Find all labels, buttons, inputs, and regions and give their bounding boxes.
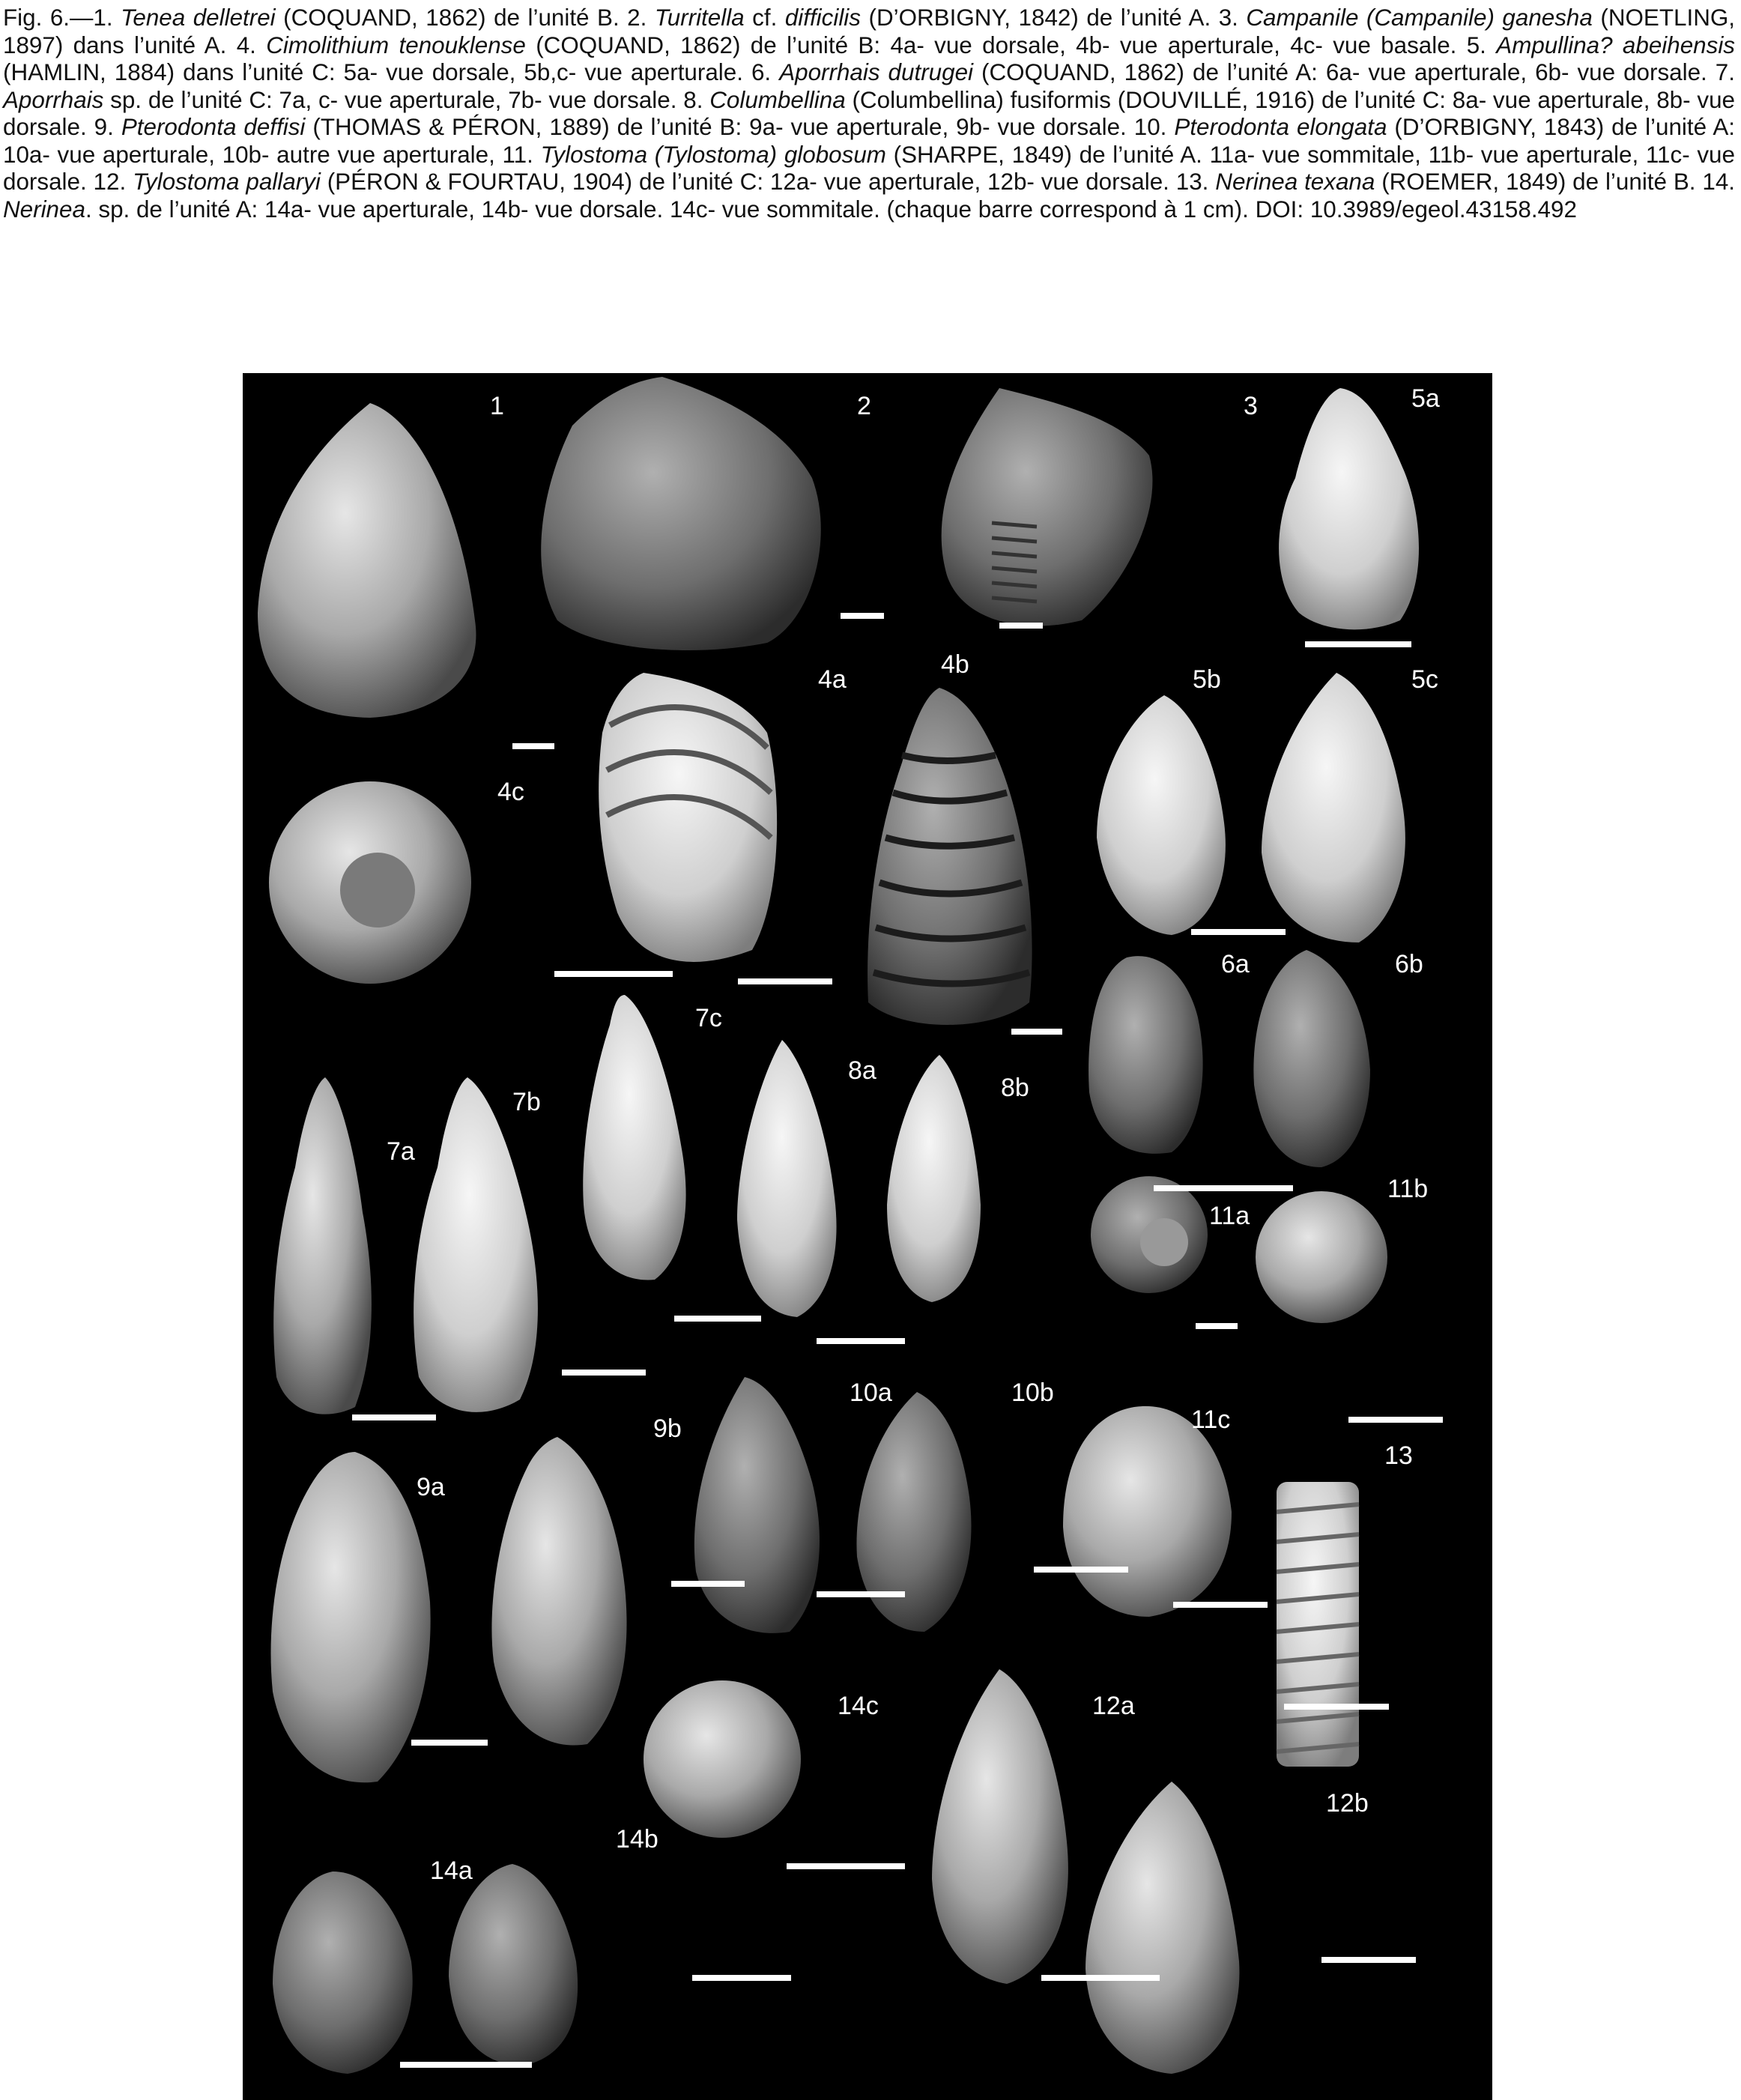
specimen-7b	[414, 1077, 538, 1412]
scale-bar-14b	[692, 1975, 791, 1981]
scale-bar-5b	[1191, 929, 1286, 935]
caption-run: (HAMLIN, 1884) dans l’unité C: 5a- vue dorsale, 5b,c- vue aperturale. 6.	[3, 59, 780, 85]
scale-bar-4c	[554, 971, 673, 977]
scale-bar-12b	[1321, 1957, 1416, 1963]
label-6b: 6b	[1395, 950, 1423, 978]
specimen-6a	[1088, 956, 1203, 1154]
caption-run: (ROEMER, 1849) de l’unité B. 14.	[1375, 169, 1736, 195]
caption-taxon-name: Columbellina	[709, 86, 846, 113]
caption-taxon-name: Turritella	[654, 4, 745, 31]
specimen-8a	[737, 1040, 837, 1317]
label-9a: 9a	[417, 1473, 445, 1501]
caption-taxon-name: Ampullina? abeihensis	[1496, 31, 1735, 58]
scale-bar-5a	[1305, 641, 1411, 647]
caption-run: . sp. de l’unité A: 14a- vue aperturale, 14b- vue dorsale. 14c- vue sommitale. (chaque barre correspond à 1 cm). DOI: 10.3989/egeol.43158.492	[85, 196, 1577, 223]
scale-bar-10a	[817, 1591, 905, 1597]
specimen-14b	[449, 1864, 578, 2066]
scale-bar-4a	[738, 978, 832, 984]
fossil-plate-image	[243, 373, 1492, 2100]
scale-bar-14a	[400, 2062, 532, 2068]
label-2: 2	[857, 392, 871, 420]
scale-bar-12a	[1041, 1975, 1160, 1981]
specimen-3	[942, 388, 1153, 626]
caption-taxon-name: Aporrhais	[3, 86, 104, 113]
scale-bar-6a	[1154, 1185, 1293, 1191]
caption-run: (D’ORBIGNY, 1842) de l’unité A. 3.	[860, 4, 1247, 31]
scale-bar-11a	[1196, 1323, 1238, 1329]
specimen-8b	[887, 1055, 981, 1302]
scale-bar-2	[841, 613, 884, 619]
specimen-10a	[694, 1377, 820, 1633]
scale-bar-8a	[817, 1338, 905, 1344]
specimen-14a	[273, 1871, 413, 2074]
caption-taxon-name: Nerinea	[3, 196, 85, 223]
label-14c: 14c	[838, 1692, 879, 1720]
caption-run: (COQUAND, 1862) de l’unité B. 2.	[275, 4, 655, 31]
label-5b: 5b	[1193, 665, 1221, 694]
caption-taxon-name: Aporrhais dutrugei	[779, 59, 973, 85]
caption-run: (PÉRON & FOURTAU, 1904) de l’unité C: 12a- vue aperturale, 12b- vue dorsale. 13.	[320, 169, 1216, 195]
label-4a: 4a	[818, 665, 847, 694]
label-10a: 10a	[850, 1379, 892, 1407]
label-11a: 11a	[1209, 1202, 1250, 1230]
label-4b: 4b	[941, 650, 969, 679]
caption-taxon-name: Tylostoma pallaryi	[133, 169, 321, 195]
specimen-5a	[1279, 388, 1419, 629]
caption-run: (D’ORBIGNY, 1843) de l’unité A: 10a- vue aperturale, 10b- autre vue aperturale, 11.	[3, 114, 1735, 168]
specimen-9a	[271, 1452, 431, 1782]
scale-bar-4b	[1011, 1029, 1062, 1035]
caption-run: (SHARPE, 1849) de l’unité A. 11a- vue sommitale, 11b- vue aperturale, 11c- vue dorsale. 12.	[3, 141, 1735, 195]
specimen-6b	[1253, 950, 1370, 1167]
caption-run: (NOETLING, 1897) dans l’unité A. 4.	[3, 4, 1736, 58]
specimen-5c	[1262, 673, 1405, 942]
label-14a: 14a	[430, 1857, 473, 1885]
specimen-11b	[1256, 1191, 1387, 1323]
specimen-14c	[644, 1680, 801, 1838]
caption-taxon-name: Campanile (Campanile) ganesha	[1246, 4, 1593, 31]
label-3: 3	[1244, 392, 1258, 420]
specimen-9b	[491, 1437, 626, 1746]
caption-taxon-name: Cimolithium tenouklense	[266, 31, 526, 58]
label-5a: 5a	[1411, 384, 1440, 413]
scale-bar-1	[512, 743, 554, 749]
label-7c: 7c	[695, 1004, 722, 1032]
specimen-1	[258, 403, 476, 718]
scale-bar-10b	[1034, 1567, 1128, 1573]
caption-run: (THOMAS & PÉRON, 1889) de l’unité B: 9a- vue aperturale, 9b- vue dorsale. 10.	[305, 114, 1175, 140]
label-5c: 5c	[1411, 665, 1438, 694]
caption-run: (COQUAND, 1862) de l’unité B: 4a- vue dorsale, 4b- vue aperturale, 4c- vue basale. 5.	[525, 31, 1497, 58]
label-11b: 11b	[1387, 1175, 1429, 1203]
caption-run: cf.	[744, 4, 785, 31]
label-13: 13	[1384, 1441, 1413, 1470]
caption-run: (Columbellina) fusiformis (DOUVILLÉ, 1916) de l’unité C: 8a- vue aperturale, 8b- vue dorsale. 9.	[3, 86, 1735, 140]
label-10b: 10b	[1011, 1379, 1054, 1407]
scale-bar-13	[1284, 1704, 1389, 1710]
specimen-5b	[1097, 695, 1226, 935]
caption-taxon-name: Nerinea texana	[1215, 169, 1375, 195]
label-9b: 9b	[653, 1414, 682, 1443]
scale-bar-14c	[787, 1863, 905, 1869]
caption-taxon-name: Tylostoma (Tylostoma) globosum	[540, 141, 886, 168]
scale-bar-11b	[1348, 1417, 1443, 1423]
scale-bar-9a	[411, 1740, 488, 1746]
caption-taxon-name: Tenea delletrei	[121, 4, 276, 31]
specimen-11c	[1063, 1406, 1232, 1617]
label-1: 1	[490, 392, 504, 420]
label-8b: 8b	[1001, 1074, 1029, 1102]
figure-caption	[3, 4, 1735, 223]
scale-bar-3	[999, 623, 1043, 629]
caption-run: sp. de l’unité C: 7a, c- vue aperturale, 7b- vue dorsale. 8.	[103, 86, 710, 113]
label-12b: 12b	[1326, 1789, 1369, 1818]
fossil-plate	[243, 373, 1492, 2100]
scale-bar-11c	[1173, 1602, 1268, 1608]
caption-lead: Fig. 6.—1.	[3, 4, 121, 31]
label-11c: 11c	[1191, 1405, 1231, 1434]
label-14b: 14b	[616, 1825, 658, 1854]
specimen-12a	[932, 1669, 1068, 1984]
label-4c: 4c	[497, 778, 524, 806]
label-12a: 12a	[1092, 1692, 1135, 1720]
specimen-4c-umbilicus	[340, 853, 415, 928]
scale-bar-7b	[562, 1370, 646, 1376]
scale-bar-7c	[674, 1316, 761, 1322]
specimen-7a	[273, 1077, 372, 1414]
caption-text	[3, 4, 1735, 223]
label-6a: 6a	[1221, 950, 1250, 978]
caption-taxon-name: Pterodonta deffisi	[121, 114, 306, 140]
label-8a: 8a	[848, 1056, 876, 1085]
specimen-12b	[1086, 1782, 1239, 2074]
scale-bar-9b	[671, 1581, 745, 1587]
caption-run: (COQUAND, 1862) de l’unité A: 6a- vue aperturale, 6b- vue dorsale. 7.	[973, 59, 1735, 85]
label-7a: 7a	[387, 1137, 415, 1166]
specimen-11a-whorl	[1140, 1218, 1188, 1266]
specimen-7c	[583, 995, 685, 1280]
label-7b: 7b	[512, 1088, 541, 1116]
specimen-2	[541, 377, 821, 650]
caption-taxon-name: difficilis	[784, 4, 861, 31]
scale-bar-7a	[352, 1414, 436, 1420]
caption-taxon-name: Pterodonta elongata	[1174, 114, 1387, 140]
